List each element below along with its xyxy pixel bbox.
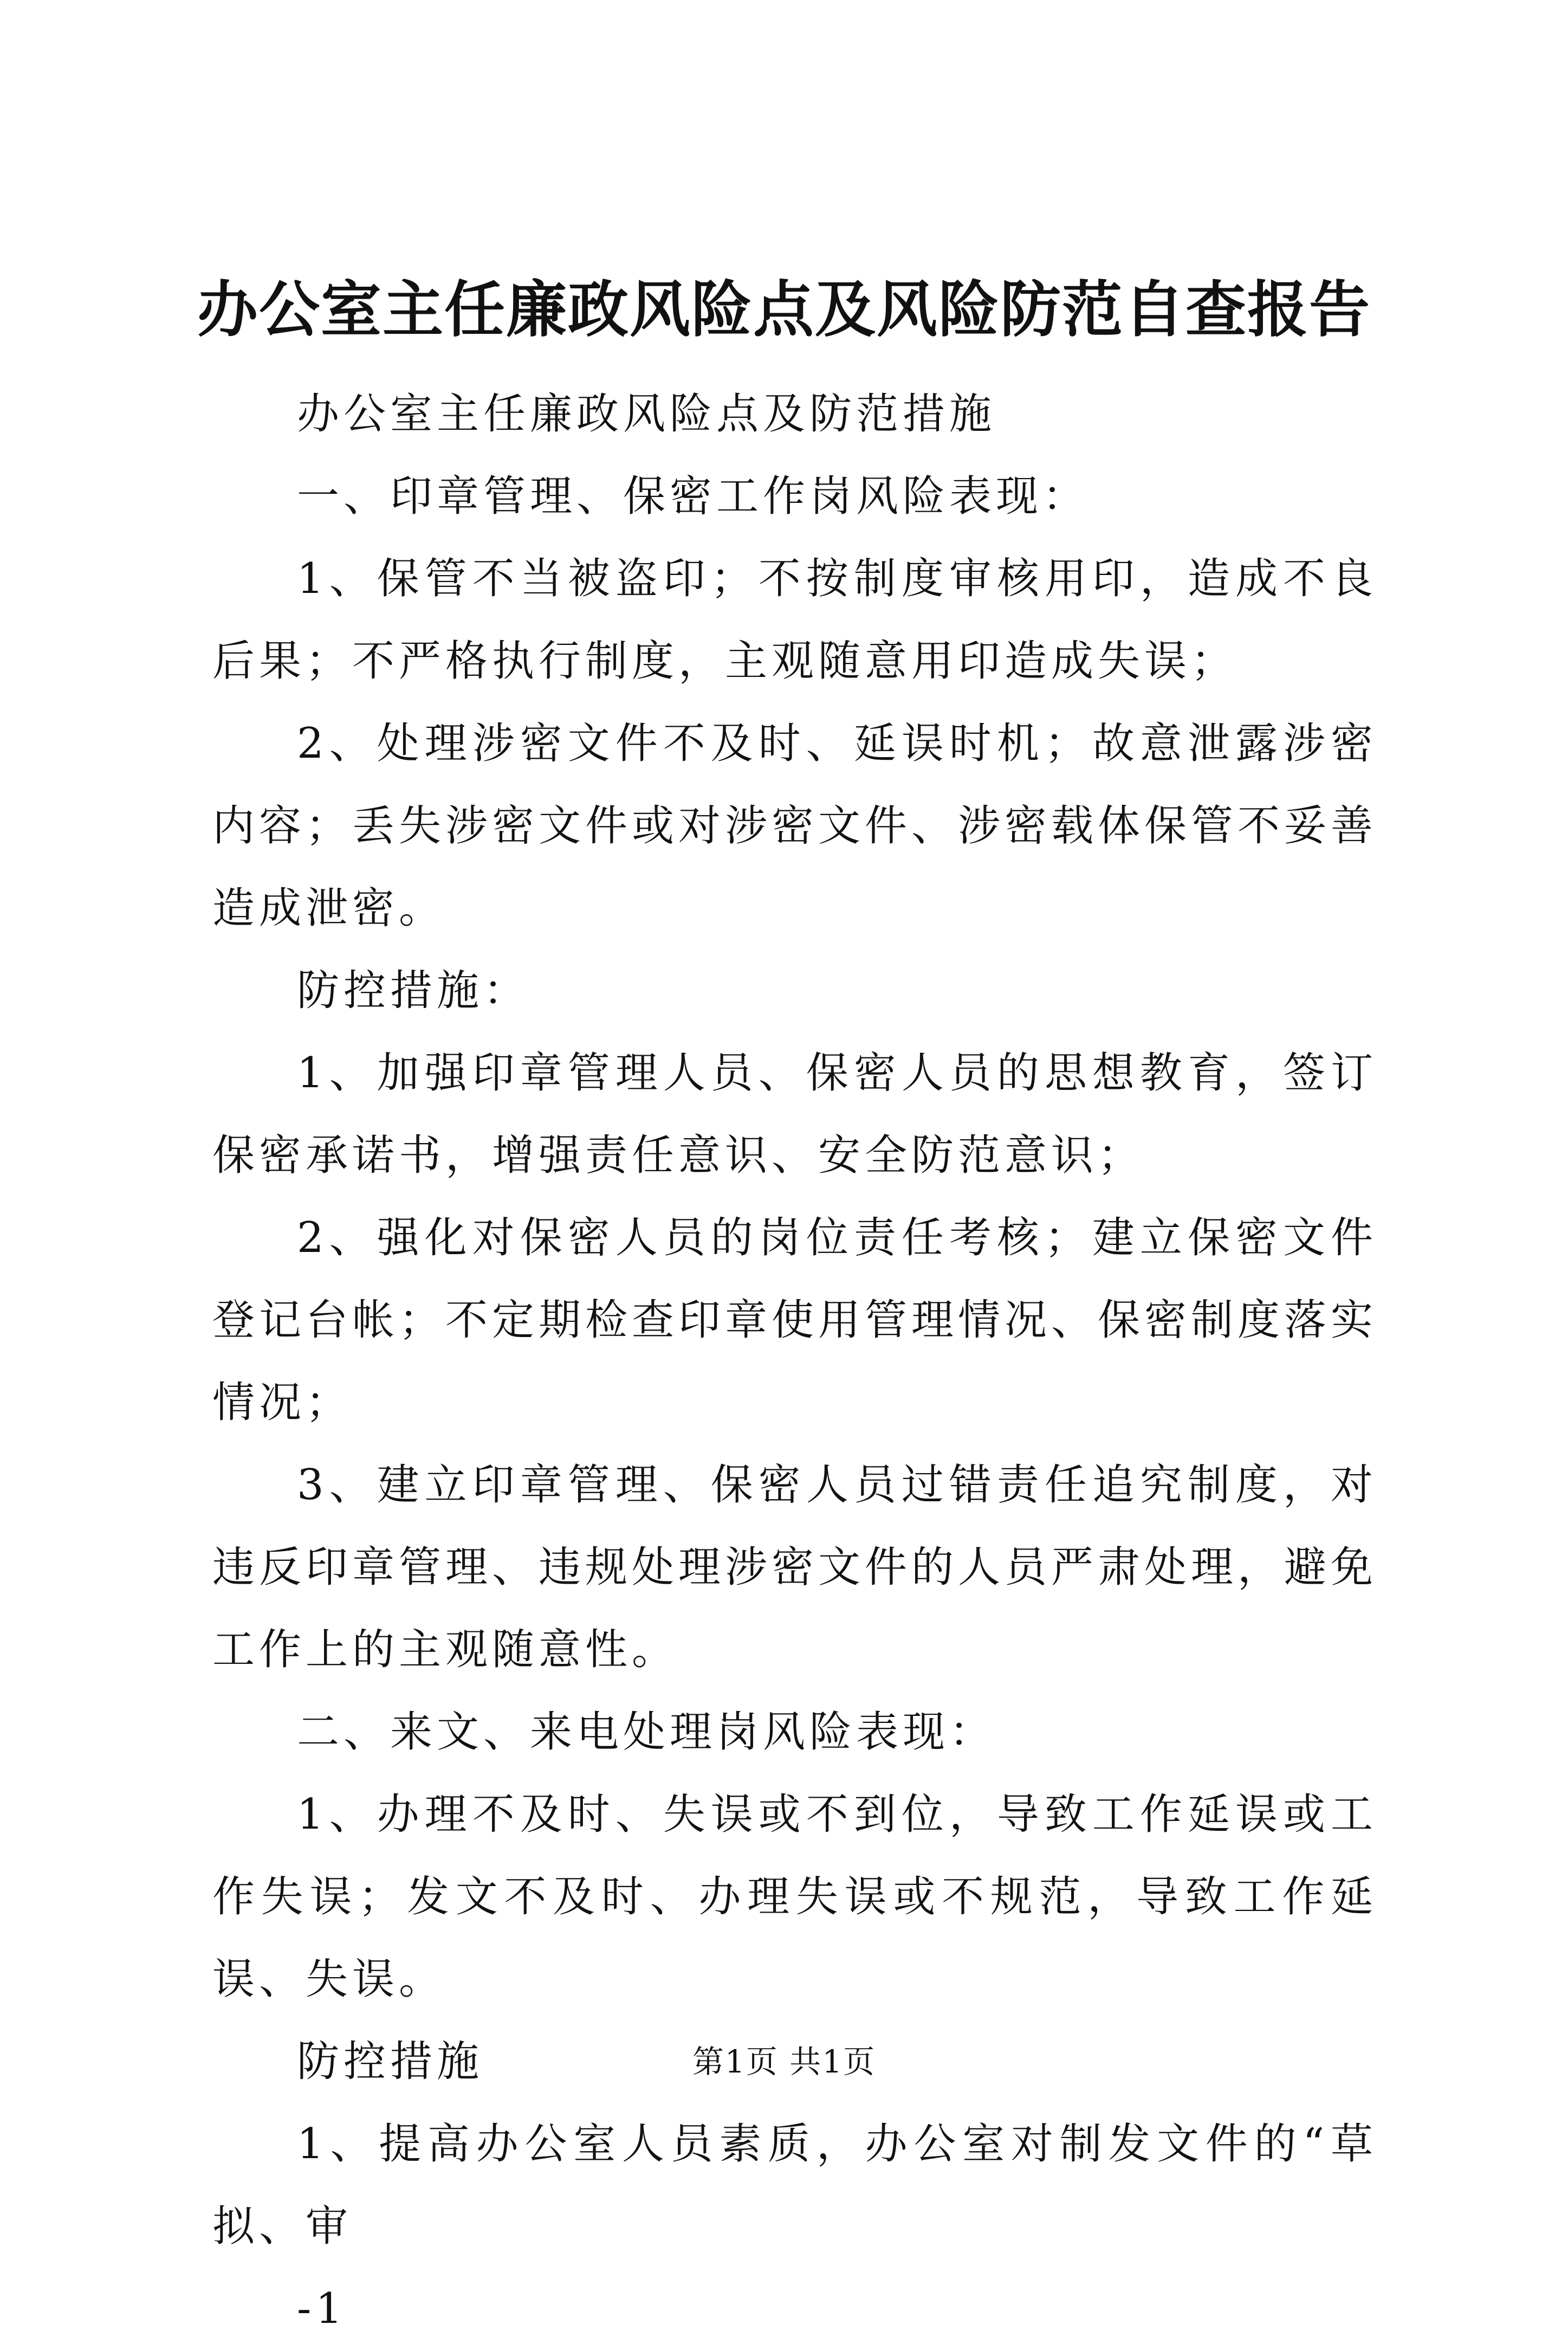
- paragraph: 1、办理不及时、失误或不到位，导致工作延误或工作失误；发文不及时、办理失误或不规范，导致工作延误、失误。: [212, 1790, 1377, 2004]
- paragraph: 1、保管不当被盗印；不按制度审核用印，造成不良后果；不严格执行制度，主观随意用印造成失误；: [212, 554, 1377, 686]
- section-heading: 一、印章管理、保密工作岗风险表现：: [297, 472, 1090, 521]
- section-heading: 防控措施：: [297, 966, 530, 1015]
- paragraph: 办公室主任廉政风险点及防范措施: [297, 390, 996, 438]
- page-footer: 第1页 共1页: [692, 2043, 876, 2080]
- paragraph: 3、建立印章管理、保密人员过错责任追究制度，对违反印章管理、违规处理涉密文件的人员严肃处理，避免工作上的主观随意性。: [212, 1461, 1378, 1674]
- section-heading: 二、来文、来电处理岗风险表现：: [297, 1708, 996, 1757]
- paragraph: 2、处理涉密文件不及时、延误时机；故意泄露涉密内容；丢失涉密文件或对涉密文件、涉密载体保管不妥善造成泄密。: [212, 719, 1378, 933]
- document-title: 办公室主任廉政风险点及风险防范自查报告: [197, 274, 1371, 345]
- paragraph: 2、强化对保密人员的岗位责任考核；建立保密文件登记台帐；不定期检查印章使用管理情况、保密制度落实情况；: [212, 1213, 1378, 1427]
- page-marker: -1: [297, 2284, 347, 2333]
- section-heading: 防控措施: [297, 2037, 484, 2086]
- paragraph: 1、提高办公室人员素质，办公室对制发文件的“草拟、审: [212, 2120, 1377, 2251]
- paragraph: 1、加强印章管理人员、保密人员的思想教育，签订保密承诺书，增强责任意识、安全防范意识；: [212, 1049, 1377, 1180]
